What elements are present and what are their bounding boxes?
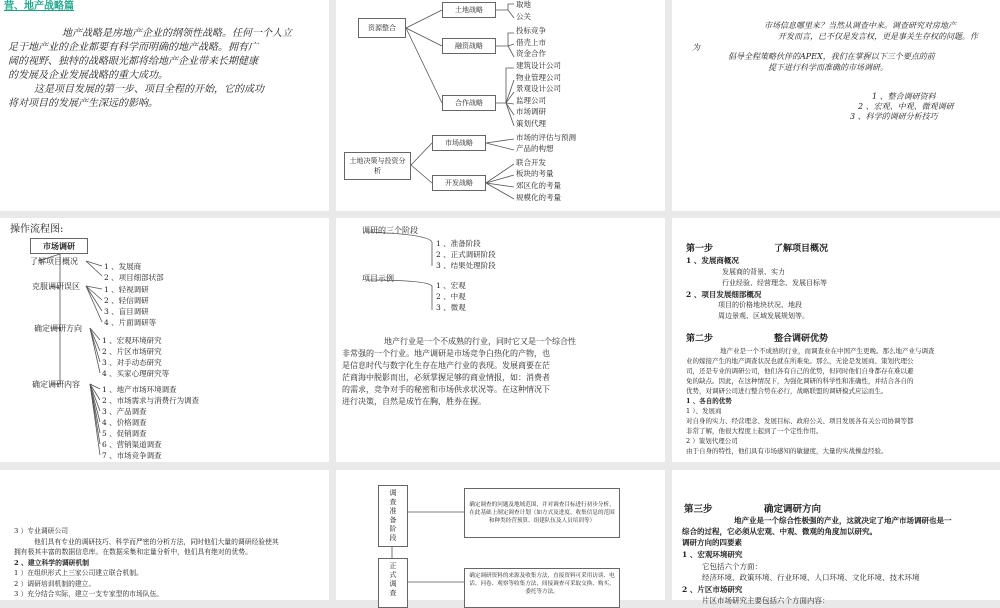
g4-item: 5 、促销调查 xyxy=(102,429,147,438)
para-line: 对自身的实力、经营理念、发展目标、政府公关、项目发展各有关公司协调等都 xyxy=(686,417,914,425)
g3-item: 4 、买家心理研究等 xyxy=(102,369,170,378)
para-line: 它包括六个方面： xyxy=(702,561,762,571)
slide-stage-boxes[interactable] xyxy=(336,470,665,600)
para-line: 非常强的一个行业。地产调研是市场竞争白热化的产物，也 xyxy=(342,349,550,358)
body-line: 的发展及企业发展战略的重大成功。 xyxy=(8,70,168,81)
coop-strategy-box[interactable]: 合作战略 xyxy=(442,95,496,111)
g4-item: 2 、市场需求与消费行为调查 xyxy=(102,396,200,405)
example-item: 1 、宏观 xyxy=(436,281,466,290)
flow-node: 确定调研方向 xyxy=(34,324,82,333)
prep-stage-box[interactable] xyxy=(378,485,408,547)
list-item: 2 ）调研培训机制的建立。 xyxy=(14,579,96,588)
tree-item: 板块的考量 xyxy=(516,169,554,179)
intro-line: 倡导全程策略伙伴的APEX，我们在掌握以下三个要点的前 xyxy=(728,52,935,61)
sub-heading: 2 、项目发展细部概况 xyxy=(686,290,762,299)
stage-item: 2 、正式调研阶段 xyxy=(436,250,496,259)
g4-item: 1 、地产市场环境调查 xyxy=(102,385,177,394)
tree-item: 市场调研 xyxy=(516,107,546,117)
para-line: 地产业是一个不成熟的行业，而调查业在中国产生更晚。那么地产业与调查 xyxy=(720,347,935,355)
para-line: 综合的过程，它必须从宏观、中观、微观的角度加以研究。 xyxy=(682,527,877,536)
para-line: 茫商海中脱影而出，必须掌握足够的商业情报，如：消费者 xyxy=(342,373,550,382)
g2-item: 4 、片面调研等 xyxy=(104,318,157,327)
flow-heading: 操作流程图: xyxy=(10,224,64,235)
example-label: 项目示例 xyxy=(362,274,394,283)
tree-item: 郊区化的考量 xyxy=(516,180,561,190)
para-line: 调研方向的四要素 xyxy=(682,538,742,547)
sub-heading: 1 、各自的优势 xyxy=(686,397,732,405)
sub-line: 项目的价格地块状况、地段 xyxy=(718,301,802,309)
tree-item: 资金合作 xyxy=(516,49,546,59)
point-item: 1 、整合调研资料 xyxy=(872,92,936,101)
resource-box[interactable]: 资源整合 xyxy=(358,18,406,38)
prep-stage-desc: 确定调查的问题及地域范围，并对调查目标进行初步分析，在此基础上制定调查计划（如方式及进度、收集信息的范围和种类经营预算、组建队伍及人员培训等） xyxy=(464,488,620,538)
sub-heading: 1 、宏观环境研究 xyxy=(682,550,743,559)
prep-stage-label: 调查准备阶段 xyxy=(389,489,397,543)
g2-item: 3 、盲目调研 xyxy=(104,307,149,316)
g1-item: 2 、项目细部状部 xyxy=(104,273,164,282)
tree-item: 建筑设计公司 xyxy=(516,60,561,70)
tree-item: 取地 xyxy=(516,0,531,9)
flow-node: 了解项目概况 xyxy=(30,257,78,266)
step2-label: 第二步 xyxy=(686,334,714,344)
para-line: 优势，对调研公司进行整合势在必行，战略联盟的调研模式应运而生。 xyxy=(686,387,888,395)
para-line: 非常了解，他很大程度上起到了一个定性作用。 xyxy=(686,427,823,435)
stage-item: 1 、准备阶段 xyxy=(436,239,481,248)
slide-strategy-tree[interactable] xyxy=(336,0,665,211)
g4-item: 4 、价格调查 xyxy=(102,418,147,427)
g3-item: 1 、宏观环境研究 xyxy=(102,336,162,345)
formal-stage-desc: 确定调研资料的来源及收集方法，直接资料可采用访谈、电话、问卷、观察等收集方法，间接调查可采取交换、购买、委托等方法。 xyxy=(464,568,620,608)
para-line: 进行决策，自然是成竹在胸，胜券在握。 xyxy=(342,397,486,406)
sub-heading: 1 、发展商概况 xyxy=(686,256,739,265)
stages-label: 调研的三个阶段 xyxy=(362,226,418,235)
para-line: 由于自身的特性，他们具有市场感知的敏捷度，大量的实战操盘经验。 xyxy=(686,447,888,455)
sub-heading: 2 、建立科学的调研机制 xyxy=(14,558,90,567)
stage-item: 3 、结果处理阶段 xyxy=(436,261,496,270)
body-line: 这是项目发展的第一步、项目全程的开始，它的成功 xyxy=(34,84,264,95)
sub-line: 行业经验、经营理念、发展目标等 xyxy=(722,279,827,287)
tree-item: 规模化的考量 xyxy=(516,192,561,202)
decision-box[interactable]: 土地决策与投资分析 xyxy=(344,152,411,180)
para-line: 片区市场研究主要包括六个方面内容： xyxy=(702,596,830,605)
step3-title: 确定调研方向 xyxy=(764,504,822,515)
intro-line: 为 xyxy=(692,43,700,52)
step3-label: 第三步 xyxy=(684,504,713,515)
body-line: 足于地产业的企业都要有科学而明确的地产战略。拥有广 xyxy=(8,42,258,53)
formal-stage-box[interactable] xyxy=(378,558,408,608)
g1-item: 1 、发展商 xyxy=(104,262,142,271)
slide-land-strategy-intro[interactable] xyxy=(0,0,329,211)
g2-item: 2 、轻信调研 xyxy=(104,296,149,305)
slide-title: 营、地产战略篇 xyxy=(4,1,74,12)
para-line: 他们具有专业的调研技巧、科学而严密的分析方法，同时他们大量的调研经验使其 xyxy=(34,537,279,546)
body-line: 将对项目的发展产生深远的影响。 xyxy=(8,98,158,109)
para-line: 免的缺点。因此，在这种情况下，为强化调研的科学性和准确性，并结合各自的 xyxy=(686,377,914,385)
sub-heading: 2 、片区市场研究 xyxy=(682,584,743,594)
tree-item: 投标竞争 xyxy=(516,26,546,36)
market-strategy-box[interactable]: 市场战略 xyxy=(432,135,486,151)
para-line: 的需求，竞争对手的秘密和市场供求状况等。在这种情况下 xyxy=(342,385,550,394)
list-item: 1 ）在组织形式上三家公司建立联合机制。 xyxy=(14,569,143,577)
para-line: 2 ）策划代理公司 xyxy=(686,437,738,445)
tree-item: 联合开发 xyxy=(516,157,546,167)
g4-item: 3 、产品调查 xyxy=(102,407,147,416)
formal-stage-label: 正式调查 xyxy=(389,562,397,598)
slide-steps-one-two[interactable] xyxy=(672,218,1000,462)
body-line: 地产战略是房地产企业的纲领性战略。任何一个人立 xyxy=(62,28,292,39)
sub-line: 发展商的背景、实力 xyxy=(722,268,785,276)
para-line: 经济环境、政策环境、行业环境、人口环境、文化环境、技术环境 xyxy=(702,573,920,582)
tree-item: 景观设计公司 xyxy=(516,84,561,94)
intro-line: 开发而言，已不仅是发言权，更是事关生存权的问题。作 xyxy=(778,32,978,41)
slide-process-flow[interactable] xyxy=(0,218,329,462)
tree-item: 产品的构想 xyxy=(516,144,554,154)
list-item: 3 ）充分结合实际，建立一支专家型的市场队伍。 xyxy=(14,590,164,598)
slide-research-stages[interactable] xyxy=(336,218,665,462)
example-item: 2 、中观 xyxy=(436,292,466,301)
g4-item: 6 、营销渠道调查 xyxy=(102,440,162,449)
sub-heading: 3 ）专业调研公司 xyxy=(14,527,69,535)
g2-item: 1 、轻视调研 xyxy=(104,285,149,294)
slide-market-research-intro[interactable] xyxy=(672,0,1000,211)
body-line: 阔的视野、独特的战略眼光都将给地产企业带来长期健康 xyxy=(8,56,258,67)
intro-line: 提下进行科学而准确的市场调研。 xyxy=(768,63,888,72)
tree-item: 市场的评估与预测 xyxy=(516,132,576,142)
g4-item: 7 、市场竞争调查 xyxy=(102,451,162,460)
slide-research-mechanism[interactable] xyxy=(0,470,329,600)
g3-item: 3 、对手动态研究 xyxy=(102,358,162,367)
sub-line: 周边景观、区域发展规划等。 xyxy=(718,312,809,320)
point-item: 2 、宏观、中观、微观调研 xyxy=(858,102,954,111)
finance-strategy-box[interactable]: 融资战略 xyxy=(442,38,496,54)
dev-strategy-box[interactable]: 开发战略 xyxy=(432,175,486,191)
g3-item: 2 、片区市场研究 xyxy=(102,347,162,356)
para-line: 地产行业是一个不成熟的行业，同时它又是一个综合性 xyxy=(384,337,576,346)
step1-label: 第一步 xyxy=(686,244,714,254)
para-line: 1 ）、发展商 xyxy=(686,407,722,415)
para-line: 是信息时代与数字化生存在地产行业的表现。发展商要在茫 xyxy=(342,361,550,370)
tree-item: 借壳上市 xyxy=(516,37,546,47)
flow-node: 确定调研内容 xyxy=(32,380,80,389)
example-item: 3 、微观 xyxy=(436,303,466,312)
slide-step-three[interactable] xyxy=(672,470,1000,605)
tree-item: 物业管理公司 xyxy=(516,72,561,82)
para-line: 业的嫁接产生的地产调查状况也就在所难免。那么，无论是发展商、策划代理公 xyxy=(686,357,914,365)
tree-item: 监理公司 xyxy=(516,95,546,105)
step1-title: 了解项目概况 xyxy=(774,244,829,254)
tree-item: 策划代理 xyxy=(516,118,546,128)
root-node[interactable]: 市场调研 xyxy=(30,238,88,254)
para-line: 地产业是一个综合性极强的产业，这就决定了地产市场调研也是一 xyxy=(734,516,952,525)
para-line: 司，还是专业的调研公司，他们各有自己的优势，但同时他们自身都存在难以避 xyxy=(686,367,914,375)
para-line: 拥有极其丰富的数据信息库。在数据采集和定量分析中，他们具有绝对的优势。 xyxy=(14,548,252,556)
land-strategy-box[interactable]: 土地战略 xyxy=(442,2,496,18)
tree-item: 公关 xyxy=(516,11,531,21)
step2-title: 整合调研优势 xyxy=(774,334,829,344)
point-item: 3 、科学的调研分析技巧 xyxy=(850,112,938,121)
intro-line: 市场信息哪里来？当然从调查中来。调查研究对房地产 xyxy=(764,21,956,30)
flow-node: 克服调研误区 xyxy=(32,282,80,291)
